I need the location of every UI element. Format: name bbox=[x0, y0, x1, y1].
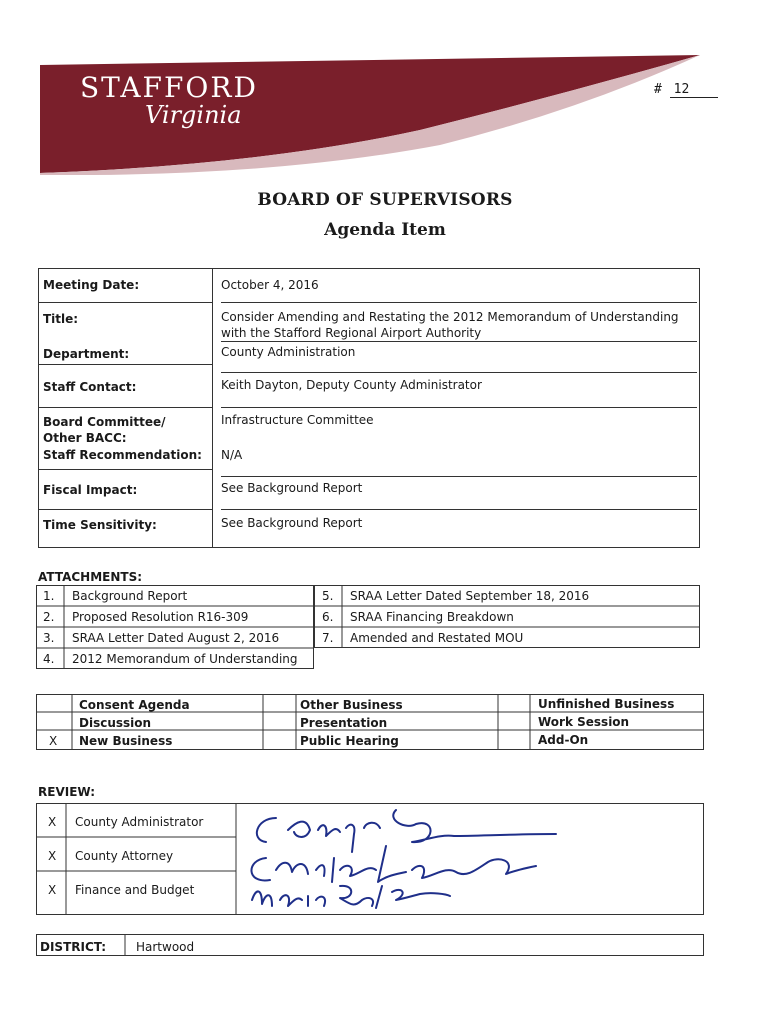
attachment-number: 5. bbox=[322, 589, 334, 603]
title-label: Title: bbox=[43, 312, 79, 326]
table-column-divider bbox=[212, 269, 213, 547]
attachment-number: 1. bbox=[43, 589, 55, 603]
category-public-hearing[interactable]: Public Hearing bbox=[300, 734, 399, 748]
staff-contact-value: Keith Dayton, Deputy County Administrator bbox=[221, 378, 482, 392]
row-divider bbox=[221, 302, 697, 303]
staff-recommendation-label: Staff Recommendation: bbox=[43, 448, 202, 462]
attachment-number: 3. bbox=[43, 631, 55, 645]
district-label: DISTRICT: bbox=[40, 940, 107, 954]
row-divider bbox=[221, 341, 697, 342]
review-county-administrator: County Administrator bbox=[75, 815, 204, 829]
svg-text:STAFFORD: STAFFORD bbox=[80, 71, 258, 104]
row-divider bbox=[39, 407, 212, 408]
time-sensitivity-value: See Background Report bbox=[221, 516, 363, 530]
row-divider bbox=[221, 476, 697, 477]
department-label: Department: bbox=[43, 347, 130, 361]
category-discussion[interactable]: Discussion bbox=[79, 716, 152, 730]
attachment-link[interactable]: SRAA Financing Breakdown bbox=[350, 610, 514, 624]
row-divider bbox=[221, 407, 697, 408]
attachment-link[interactable]: SRAA Letter Dated September 18, 2016 bbox=[350, 589, 590, 603]
item-number-prefix: # bbox=[654, 82, 662, 97]
board-committee-value: Infrastructure Committee bbox=[221, 413, 374, 427]
attachment-number: 7. bbox=[322, 631, 334, 645]
staff-recommendation-value: N/A bbox=[221, 448, 243, 462]
signatures bbox=[236, 800, 566, 915]
row-divider bbox=[39, 509, 212, 510]
category-unfinished-business[interactable]: Unfinished Business bbox=[538, 697, 675, 711]
category-presentation[interactable]: Presentation bbox=[300, 716, 388, 730]
attachments-heading: ATTACHMENTS: bbox=[38, 570, 143, 584]
category-work-session[interactable]: Work Session bbox=[538, 715, 630, 729]
svg-text:Virginia: Virginia bbox=[145, 101, 242, 129]
staff-contact-label: Staff Contact: bbox=[43, 380, 137, 394]
review-county-attorney: County Attorney bbox=[75, 849, 174, 863]
row-divider bbox=[39, 469, 212, 470]
attachment-link[interactable]: 2012 Memorandum of Understanding bbox=[72, 652, 298, 666]
review-heading: REVIEW: bbox=[38, 785, 96, 799]
attachment-link[interactable]: SRAA Letter Dated August 2, 2016 bbox=[72, 631, 280, 645]
attachment-number: 6. bbox=[322, 610, 334, 624]
title-value: Consider Amending and Restating the 2012 Memorandum of Understanding with the Stafford Regional Airport Authority bbox=[221, 310, 679, 340]
review-finance-and-budget: Finance and Budget bbox=[75, 883, 195, 897]
agenda-item-title: Agenda Item bbox=[324, 220, 446, 240]
category-new-business[interactable]: New Business bbox=[79, 734, 173, 748]
row-divider bbox=[221, 509, 697, 510]
agenda-item-number bbox=[654, 82, 718, 98]
review-checkmark: X bbox=[48, 815, 57, 829]
category-add-on[interactable]: Add-On bbox=[538, 733, 589, 747]
attachment-number: 4. bbox=[43, 652, 55, 666]
agenda-info-table bbox=[38, 268, 700, 548]
row-divider bbox=[39, 302, 212, 303]
time-sensitivity-label: Time Sensitivity: bbox=[43, 518, 157, 532]
item-number-value: 12 bbox=[670, 82, 718, 98]
meeting-date-value: October 4, 2016 bbox=[221, 278, 319, 292]
attachment-link[interactable]: Background Report bbox=[72, 589, 188, 603]
fiscal-impact-value: See Background Report bbox=[221, 481, 363, 495]
board-committee-label: Board Committee/ Other BACC: bbox=[43, 415, 166, 445]
meeting-date-label: Meeting Date: bbox=[43, 278, 140, 292]
row-divider bbox=[39, 364, 212, 365]
board-title: BOARD OF SUPERVISORS bbox=[257, 190, 513, 210]
attachment-link[interactable]: Amended and Restated MOU bbox=[350, 631, 524, 645]
district-value: Hartwood bbox=[136, 940, 195, 954]
fiscal-impact-label: Fiscal Impact: bbox=[43, 483, 138, 497]
category-other-business[interactable]: Other Business bbox=[300, 698, 403, 712]
review-checkmark: X bbox=[48, 849, 57, 863]
category-consent-agenda[interactable]: Consent Agenda bbox=[79, 698, 190, 712]
review-checkmark: X bbox=[48, 883, 57, 897]
department-value: County Administration bbox=[221, 345, 356, 359]
stafford-virginia-logo-banner bbox=[40, 55, 700, 175]
attachment-number: 2. bbox=[43, 610, 55, 624]
category-checkmark[interactable]: X bbox=[49, 734, 58, 748]
row-divider bbox=[221, 372, 697, 373]
attachment-link[interactable]: Proposed Resolution R16-309 bbox=[72, 610, 249, 624]
